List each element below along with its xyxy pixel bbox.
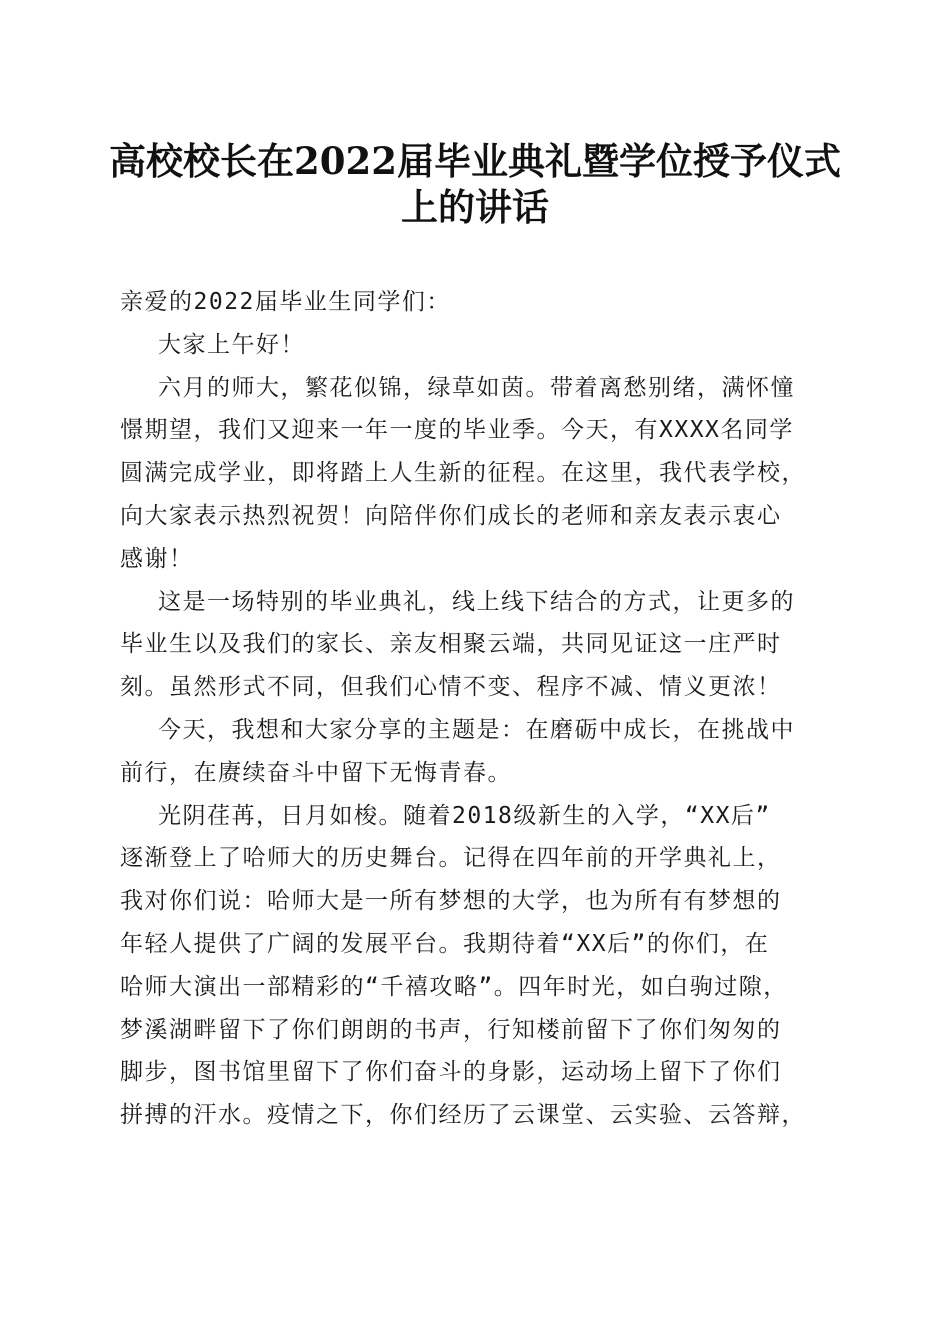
body-line: 拼搏的汗水。疫情之下，你们经历了云课堂、云实验、云答辩， — [120, 1102, 806, 1129]
body-line: 刻。虽然形式不同，但我们心情不变、程序不减、情义更浓！ — [120, 674, 782, 701]
document-title — [100, 138, 850, 230]
body-line: 圆满完成学业，即将踏上人生新的征程。在这里，我代表学校， — [120, 460, 806, 487]
body-line: 今天，我想和大家分享的主题是：在磨砺中成长，在挑战中 — [158, 716, 795, 743]
title-line-2: 上的讲话 — [401, 185, 549, 229]
body-line: 这是一场特别的毕业典礼，线上线下结合的方式，让更多的 — [158, 588, 795, 615]
body-line: 六月的师大，繁花似锦，绿草如茵。带着离愁别绪，满怀憧 — [158, 374, 795, 401]
body-line: 向大家表示热烈祝贺！向陪伴你们成长的老师和亲友表示衷心 — [120, 502, 782, 529]
body-line: 感谢！ — [120, 545, 194, 572]
title-line-1: 高校校长在2022届毕业典礼暨学位授予仪式 — [109, 139, 841, 183]
document-body — [120, 281, 835, 1137]
body-line: 毕业生以及我们的家长、亲友相聚云端，共同见证这一庄严时 — [120, 631, 782, 658]
body-line: 亲爱的2022届毕业生同学们： — [120, 289, 451, 315]
body-line: 光阴荏苒，日月如梭。随着2018级新生的入学，“XX后” — [158, 802, 771, 829]
body-line: 哈师大演出一部精彩的“千禧攻略”。四年时光，如白驹过隙， — [120, 973, 788, 1000]
body-line: 脚步，图书馆里留下了你们奋斗的身影，运动场上留下了你们 — [120, 1059, 782, 1086]
body-line: 前行，在赓续奋斗中留下无悔青春。 — [120, 759, 512, 786]
body-line: 年轻人提供了广阔的发展平台。我期待着“XX后”的你们，在 — [120, 930, 770, 957]
body-line: 我对你们说：哈师大是一所有梦想的大学，也为所有有梦想的 — [120, 888, 782, 915]
body-line: 梦溪湖畔留下了你们朗朗的书声，行知楼前留下了你们匆匆的 — [120, 1016, 782, 1043]
body-line: 逐渐登上了哈师大的历史舞台。记得在四年前的开学典礼上， — [120, 845, 782, 872]
body-line: 憬期望，我们又迎来一年一度的毕业季。今天，有XXXX名同学 — [120, 417, 794, 444]
body-line: 大家上午好！ — [158, 331, 305, 358]
